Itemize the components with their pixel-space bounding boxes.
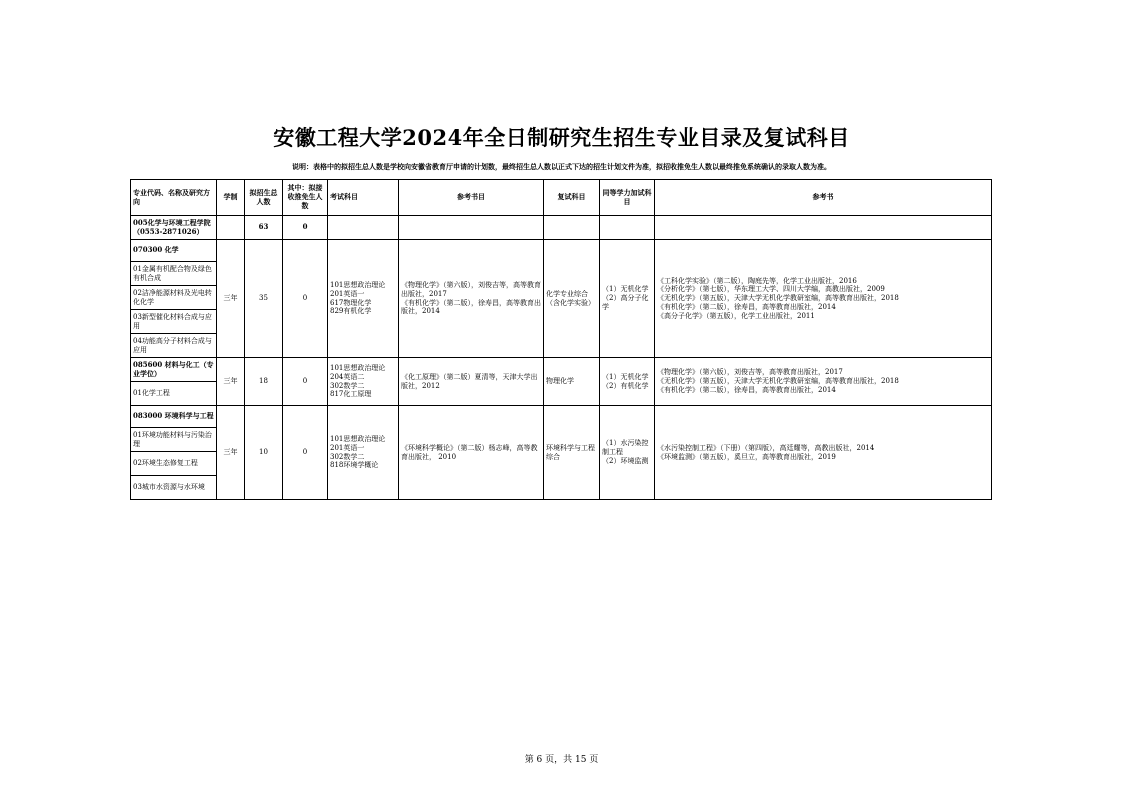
major-exam-subjects: 101思想政治理论 204英语二 302数学二 817化工原理 [328, 358, 399, 406]
direction-item: 01金属有机配合物及绿色有机合成 [131, 262, 217, 286]
header-exam-subjects: 考试科目 [328, 180, 399, 216]
header-retest-subject: 复试科目 [544, 180, 600, 216]
major-code-name: 083000 环境科学与工程 [131, 406, 217, 428]
page-title: 安徽工程大学2024年全日制研究生招生专业目录及复试科目 [273, 125, 850, 150]
major-equiv-test: （1）无机化学 （2）高分子化学 [600, 240, 655, 358]
header-equiv-test: 同等学力加试科目 [600, 180, 655, 216]
major-exam-subjects: 101思想政治理论 201英语一 617物理化学 829有机化学 [328, 240, 399, 358]
major-planned: 35 [245, 240, 283, 358]
header-retest-refs: 参考书 [655, 180, 992, 216]
major-exempt: 0 [283, 406, 328, 500]
major-equiv-test: （1）水污染控制工程 （2）环境监测 [600, 406, 655, 500]
major-retest-refs: 《水污染控制工程》（下册）（第四版），高廷耀等，高教出版社，2014 《环境监测》（第五版），奚旦立，高等教育出版社，2019 [655, 406, 992, 500]
header-major: 专业代码、名称及研究方向 [131, 180, 217, 216]
direction-item: 03城市水资源与水环境 [131, 476, 217, 500]
college-name: 005化学与环境工程学院 [133, 217, 211, 227]
catalog-table [130, 179, 992, 500]
direction-item: 02洁净能源材料及光电转化化学 [131, 286, 217, 310]
header-planned: 拟招生总人数 [245, 180, 283, 216]
major-row [131, 406, 992, 428]
college-row [131, 216, 992, 240]
major-exempt: 0 [283, 240, 328, 358]
major-years: 三年 [217, 240, 245, 358]
major-exempt: 0 [283, 358, 328, 406]
major-equiv-test: （1）无机化学 （2）有机化学 [600, 358, 655, 406]
explanatory-note: 说明：表格中的拟招生总人数是学校向安徽省教育厅申请的计划数，最终招生总人数以正式下达的招生计划文件为准，拟招收推免生人数以最终推免系统确认的录取人数为准。 [292, 162, 831, 171]
major-years: 三年 [217, 406, 245, 500]
major-retest-refs: 《工科化学实验》（第二版），陶庭先等，化学工业出版社，2016 《分析化学》（第七版），华东理工大学、四川大学编，高教出版社，2009 《无机化学》（第五版），天津大学无机化学教研室编，高等教育出版社，2018 《有机化学》（第二版），徐寿昌，高等教育出版社，2014 《高分子化学》（第五版），化学工业出版社，2011 [655, 240, 992, 358]
major-row [131, 240, 992, 262]
header-exam-refs: 参考书目 [399, 180, 544, 216]
direction-item: 04功能高分子材料合成与应用 [131, 334, 217, 358]
major-planned: 10 [245, 406, 283, 500]
major-years: 三年 [217, 358, 245, 406]
direction-item: 02环境生态修复工程 [131, 452, 217, 476]
major-exam-refs: 《环境科学概论》（第二版）杨志峰，高等教育出版社， 2010 [399, 406, 544, 500]
college-exempt: 0 [283, 216, 328, 240]
major-exam-refs: 《化工原理》（第二版）夏清等，天津大学出版社，2012 [399, 358, 544, 406]
major-retest-subject: 物理化学 [544, 358, 600, 406]
direction-item: 03新型催化材料合成与应用 [131, 310, 217, 334]
major-retest-refs: 《物理化学》（第六版），刘俊吉等，高等教育出版社，2017 《无机化学》（第五版），天津大学无机化学教研室编，高等教育出版社，2018 《有机化学》（第二版），徐寿昌，高等教育出版社，2014 [655, 358, 992, 406]
header-row [131, 180, 992, 216]
college-planned: 63 [245, 216, 283, 240]
header-years: 学制 [217, 180, 245, 216]
major-code-name: 085600 材料与化工（专业学位） [131, 358, 217, 382]
major-code-name: 070300 化学 [131, 240, 217, 262]
page-footer: 第 6 页，共 15 页 [524, 755, 599, 765]
header-exempt: 其中：拟接收推免生人数 [283, 180, 328, 216]
major-exam-subjects: 101思想政治理论 201英语一 302数学二 818环境学概论 [328, 406, 399, 500]
direction-item: 01环境功能材料与污染治理 [131, 428, 217, 452]
major-planned: 18 [245, 358, 283, 406]
direction-item: 01化学工程 [131, 382, 217, 406]
major-retest-subject: 化学专业综合（含化学实验） [544, 240, 600, 358]
college-name-cell [131, 216, 217, 240]
major-exam-refs: 《物理化学》（第六版），刘俊吉等，高等教育出版社，2017 《有机化学》（第二版），徐寿昌，高等教育出版社，2014 [399, 240, 544, 358]
college-phone: （0553-2871026） [133, 226, 204, 236]
major-row [131, 358, 992, 382]
major-retest-subject: 环境科学与工程综合 [544, 406, 600, 500]
